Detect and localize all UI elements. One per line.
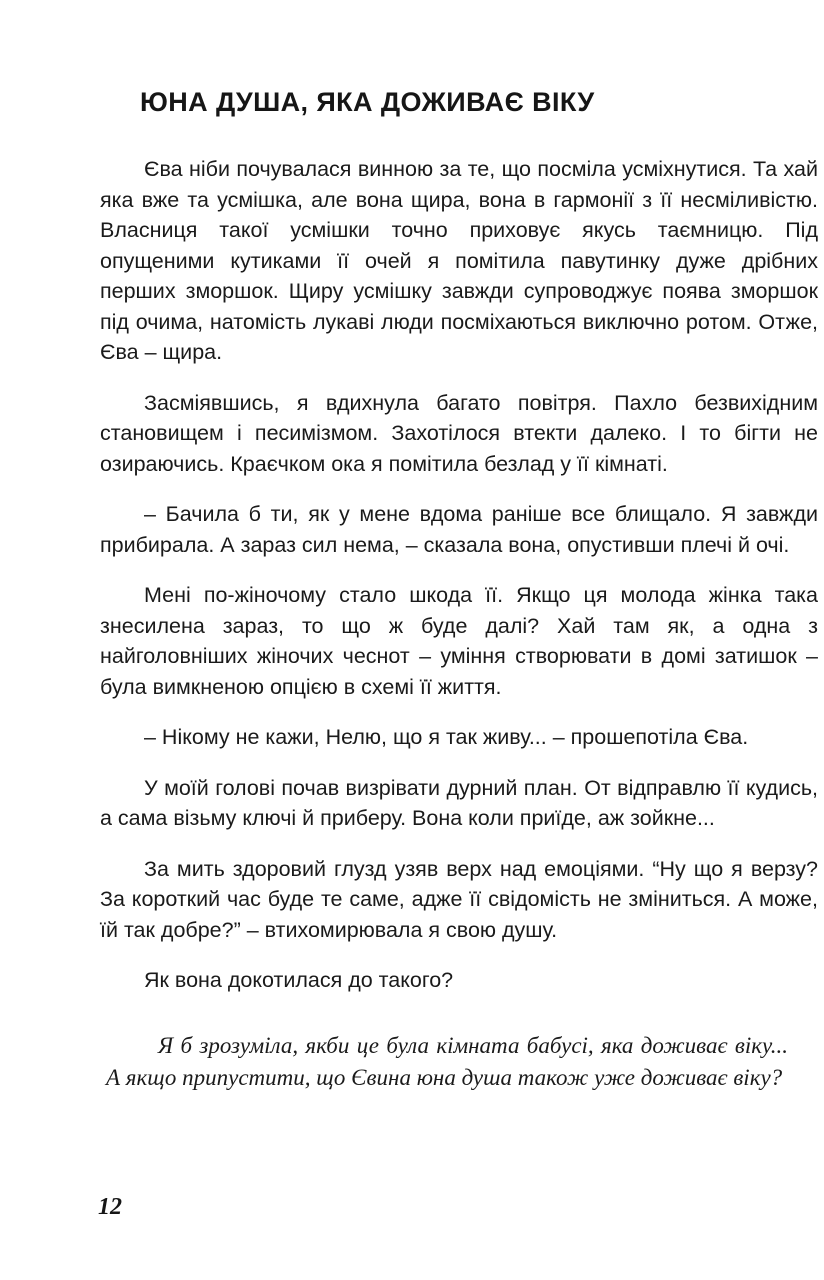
paragraph: – Нікому не кажи, Нелю, що я так живу... – прошепотіла Єва.: [144, 725, 749, 749]
paragraph: Засміявшись, я вдихнула багато повітря. Пахло безвихідним становищем і песимізмом. Захотілося втекти далеко. І то бігти не озираючись. Краєчком ока я помітила безлад у її кімнаті.: [100, 390, 818, 476]
paragraph: – Бачила б ти, як у мене вдома раніше все блищало. Я завжди прибирала. А зараз сил нема, – сказала вона, опустивши плечі й очі.: [100, 502, 818, 557]
italic-quote: Я б зрозуміла, якби це була кімната бабусі, яка доживає віку... А якщо припустити, що Євина юна душа також уже доживає віку?: [106, 1032, 788, 1090]
body-text: [100, 154, 818, 1114]
paragraph: Як вона докотилася до такого?: [144, 968, 454, 992]
page-number: 12: [98, 1194, 122, 1220]
paragraph: У моїй голові почав визрівати дурний план. От відправлю її кудись, а сама візьму ключі й приберу. Вона коли приїде, аж зойкне...: [100, 775, 818, 830]
paragraph: Єва ніби почувалася винною за те, що посміла усміхнутися. Та хай яка вже та усмішка, але вона щира, вона в гармонії з її несміливістю. Власниця такої усмішки точно приховує якусь таємницю. Під опущеними кутиками її очей я помітила павутинку дуже дрібних перших зморшок. Щиру усмішку завжди супроводжує поява зморшок під очима, натомість лукаві люди посміхаються виключно ротом. Отже, Єва – щира.: [100, 157, 818, 364]
paragraph: За мить здоровий глузд узяв верх над емоціями. “Ну що я верзу? За короткий час буде те саме, адже її свідомість не зміниться. А може, їй так добре?” – втихомирювала я свою душу.: [100, 856, 818, 942]
paragraph: Мені по-жіночому стало шкода її. Якщо ця молода жінка така знесилена зараз, то що ж буде далі? Хай там як, а одна з найголовніших жіночих чеснот – уміння створювати в домі затишок – була вимкненою опцією в схемі її життя.: [100, 583, 818, 699]
chapter-title: ЮНА ДУША, ЯКА ДОЖИВАЄ ВІКУ: [140, 87, 595, 117]
